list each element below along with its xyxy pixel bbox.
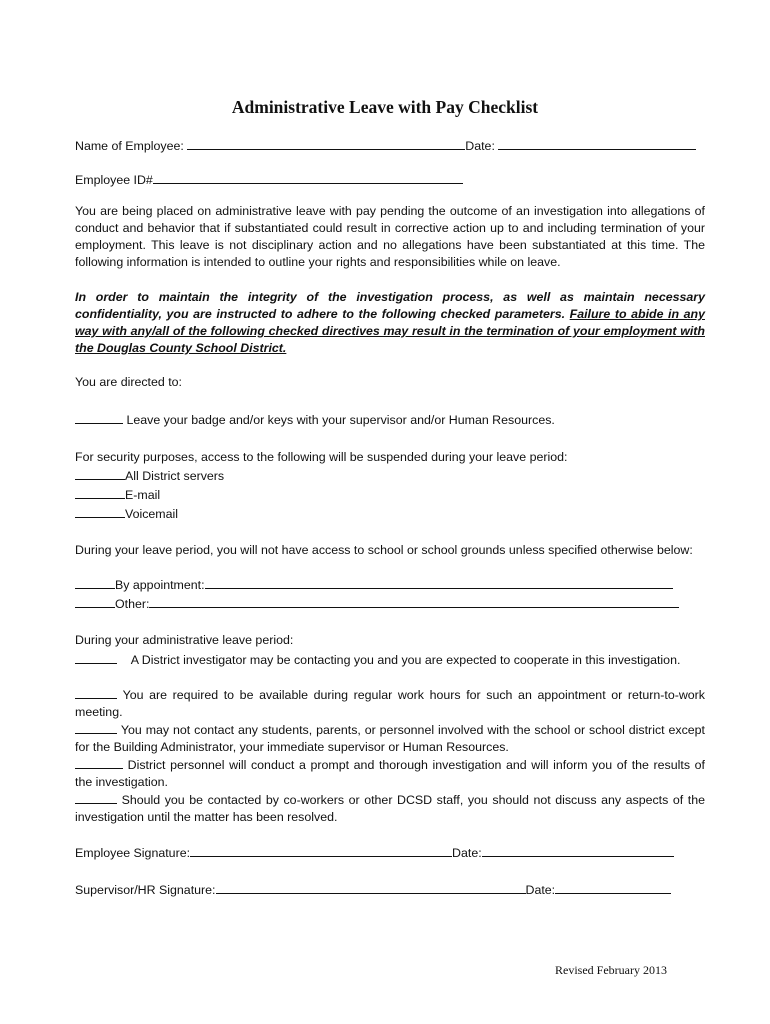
access-item-label: Other: [115,597,150,611]
admin-item [75,687,705,721]
warning-underlined-text: Failure to abide in any way with any/all of the following checked directives may result in the termination of your employment with the Douglas County School District. [75,307,705,355]
employee-date-field[interactable] [482,845,674,857]
supervisor-signature-row [75,882,671,897]
supervisor-signature-field[interactable] [216,882,526,894]
access-item [75,596,679,611]
security-item-label: All District servers [125,469,225,483]
check-blank[interactable] [75,596,115,608]
employee-id-field[interactable] [153,172,463,184]
supervisor-date-field[interactable] [555,882,671,894]
other-field[interactable] [149,596,679,608]
employee-signature-row [75,845,674,860]
revision-footer: Revised February 2013 [555,963,667,977]
security-item [75,487,160,502]
admin-heading: During your administrative leave period: [75,633,294,647]
date-label: Date: [465,139,495,153]
check-blank[interactable] [75,722,117,734]
employee-id-row [75,172,463,187]
admin-item-label: You are required to be available during regular work hours for such an appointment or return-to-work meeting. [75,688,705,719]
access-paragraph: During your leave period, you will not have access to school or school grounds unless specified otherwise below: [75,543,693,557]
access-item [75,577,673,592]
employee-signature-field[interactable] [190,845,452,857]
admin-item-label: Should you be contacted by co-workers or other DCSD staff, you should not discuss any aspects of the investigation until the matter has been resolved. [75,793,705,824]
admin-item [75,757,705,791]
admin-item [75,792,705,826]
badge-item-label: Leave your badge and/or keys with your supervisor and/or Human Resources. [126,413,555,427]
warning-text: In order to maintain the integrity of the investigation process, as well as maintain necessary confidentiality, you are instructed to adhere to the following checked parameters. [75,290,705,321]
check-blank[interactable] [75,577,115,589]
supervisor-signature-label: Supervisor/HR Signature: [75,883,216,897]
check-blank[interactable] [75,652,117,664]
intro-paragraph: You are being placed on administrative leave with pay pending the outcome of an investigation into allegations of conduct and behavior that if substantiated could result in corrective action up to and including termination of your employment. This leave is not disciplinary action and no allegations have been substantiated at this time. The following information is intended to outline your rights and responsibilities while on leave. [75,204,705,269]
directed-to-heading: You are directed to: [75,375,183,389]
security-item-label: E-mail [125,488,161,502]
security-heading: For security purposes, access to the following will be suspended during your leave period: [75,450,568,464]
check-blank[interactable] [75,792,117,804]
check-blank[interactable] [75,487,125,499]
name-field[interactable] [187,138,465,150]
badge-check-blank[interactable] [75,412,123,424]
check-blank[interactable] [75,687,117,699]
check-blank[interactable] [75,506,125,518]
employee-signature-label: Employee Signature: [75,846,191,860]
employee-id-label: Employee ID# [75,173,153,187]
admin-item [75,722,705,756]
admin-item-label: You may not contact any students, parents, or personnel involved with the school or school district except for the Building Administrator, your immediate supervisor or Human Resources. [75,723,705,754]
admin-item-label: A District investigator may be contacting you and you are expected to cooperate in this investigation. [130,653,681,667]
appointment-field[interactable] [205,577,673,589]
warning-paragraph [75,289,705,357]
check-blank[interactable] [75,757,123,769]
badge-item [75,412,555,427]
access-item-label: By appointment: [115,578,205,592]
check-blank[interactable] [75,468,125,480]
page-title: Administrative Leave with Pay Checklist [231,97,539,117]
security-item-label: Voicemail [125,507,179,521]
security-item [75,468,224,483]
admin-item [75,652,705,669]
name-date-row [75,138,696,153]
date-field[interactable] [498,138,696,150]
name-label: Name of Employee: [75,139,184,153]
security-item [75,506,178,521]
admin-item-label: District personnel will conduct a prompt and thorough investigation and will inform you of the results of the investigation. [75,758,705,789]
employee-date-label: Date: [452,846,482,860]
supervisor-date-label: Date: [525,883,556,897]
